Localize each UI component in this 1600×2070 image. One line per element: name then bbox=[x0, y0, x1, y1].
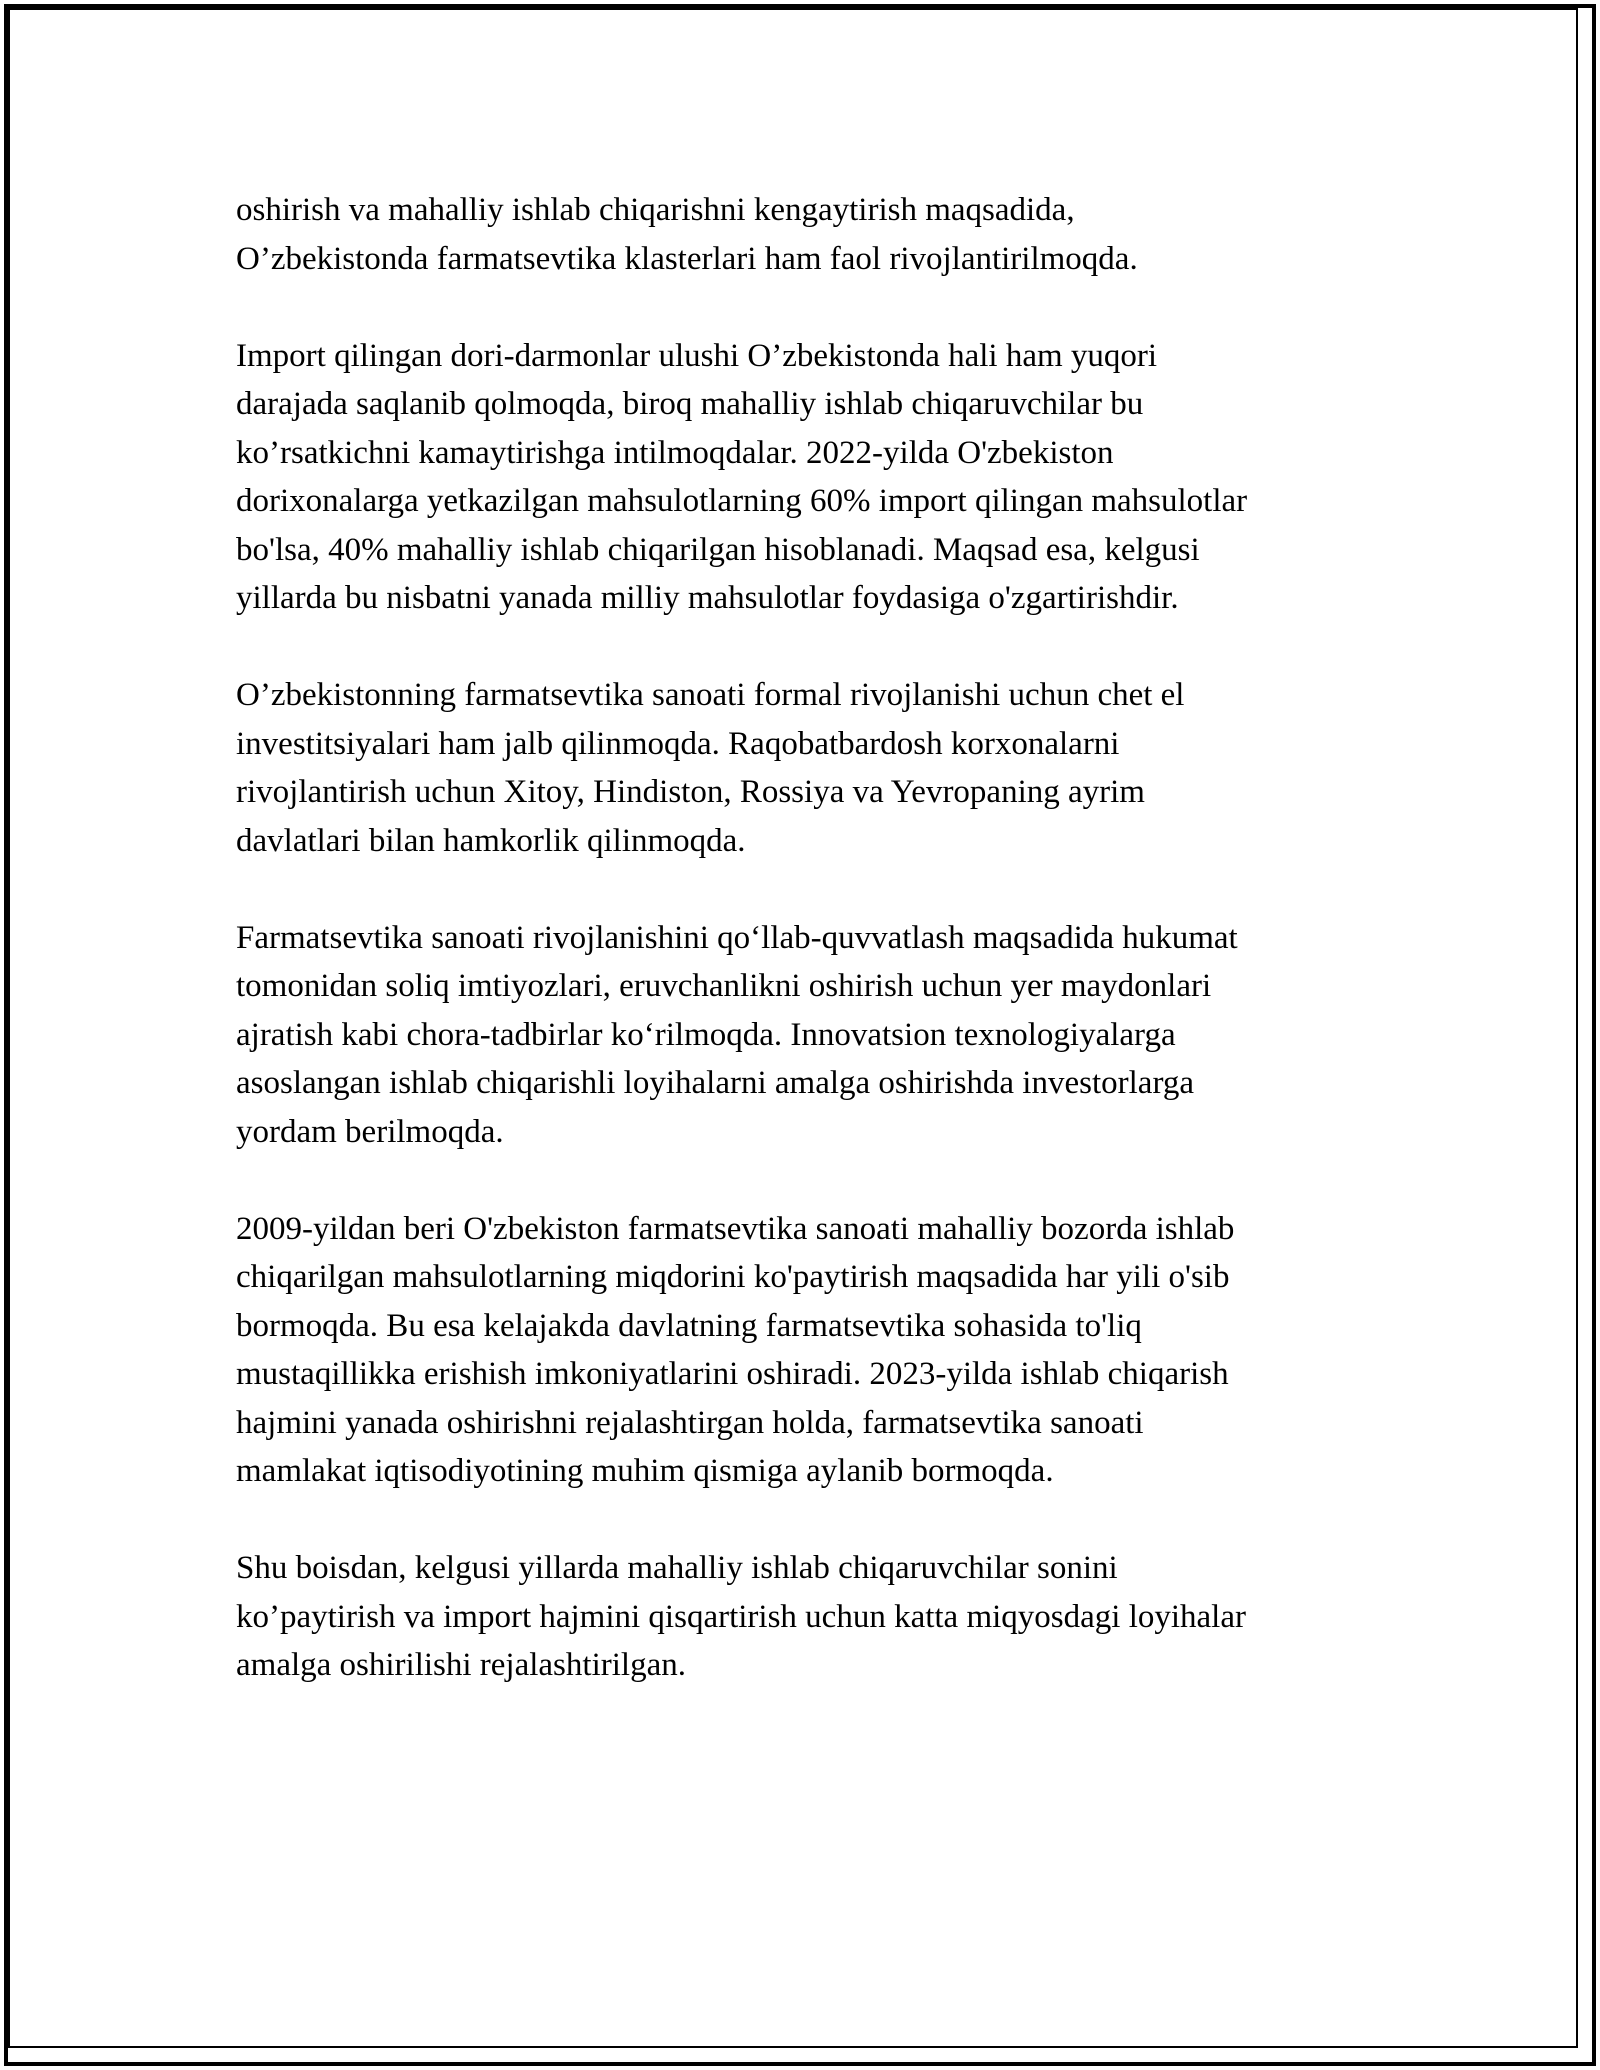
paragraph-1: oshirish va mahalliy ishlab chiqarishni kengaytirish maqsadida, O’zbekistonda farmatsevtika klasterlari ham faol rivojlantirilmoqda. bbox=[236, 192, 1138, 277]
paragraph-6: Shu boisdan, kelgusi yillarda mahalliy ishlab chiqaruvchilar sonini ko’paytirish va import hajmini qisqartirish uchun katta miqyosdagi loyihalar amalga oshirilishi rejalashtirilgan. bbox=[236, 1550, 1246, 1683]
document-body bbox=[236, 186, 1386, 1690]
paragraph-4: Farmatsevtika sanoati rivojlanishini qo‘llab-quvvatlash maqsadida hukumat tomonidan soliq imtiyozlari, eruvchanlikni oshirish uchun yer maydonlari ajratish kabi chora-tadbirlar ko‘rilmoqda. Innovatsion texnologiyalarga asoslangan ishlab chiqarishli loyihalarni amalga oshirishda investorlarga yordam berilmoqda. bbox=[236, 919, 1238, 1150]
paragraph-3: O’zbekistonning farmatsevtika sanoati formal rivojlanishi uchun chet el investitsiyalari ham jalb qilinmoqda. Raqobatbardosh korxonalarni rivojlantirish uchun Xitoy, Hindiston, Rossiya va Yevropaning ayrim davlatlari bilan hamkorlik qilinmoqda. bbox=[236, 677, 1185, 859]
paragraph-2: Import qilingan dori-darmonlar ulushi O’zbekistonda hali ham yuqori darajada saqlanib qolmoqda, biroq mahalliy ishlab chiqaruvchilar bu ko’rsatkichni kamaytirishga intilmoqdalar. 2022-yilda O'zbekiston dorixonalarga yetkazilgan mahsulotlarning 60% import qilingan mahsulotlar bo'lsa, 40% mahalliy ishlab chiqarilgan hisoblanadi. Maqsad esa, kelgusi yillarda bu nisbatni yanada milliy mahsulotlar foydasiga o'zgartirishdir. bbox=[236, 337, 1248, 616]
paragraph-5: 2009-yildan beri O'zbekiston farmatsevtika sanoati mahalliy bozorda ishlab chiqarilgan mahsulotlarning miqdorini ko'paytirish maqsadida har yili o'sib bormoqda. Bu esa kelajakda davlatning farmatsevtika sohasida to'liq mustaqillikka erishish imkoniyatlarini oshiradi. 2023-yilda ishlab chiqarish hajmini yanada oshirishni rejalashtirgan holda, farmatsevtika sanoati mamlakat iqtisodiyotining muhim qismiga aylanib bormoqda. bbox=[236, 1210, 1235, 1489]
